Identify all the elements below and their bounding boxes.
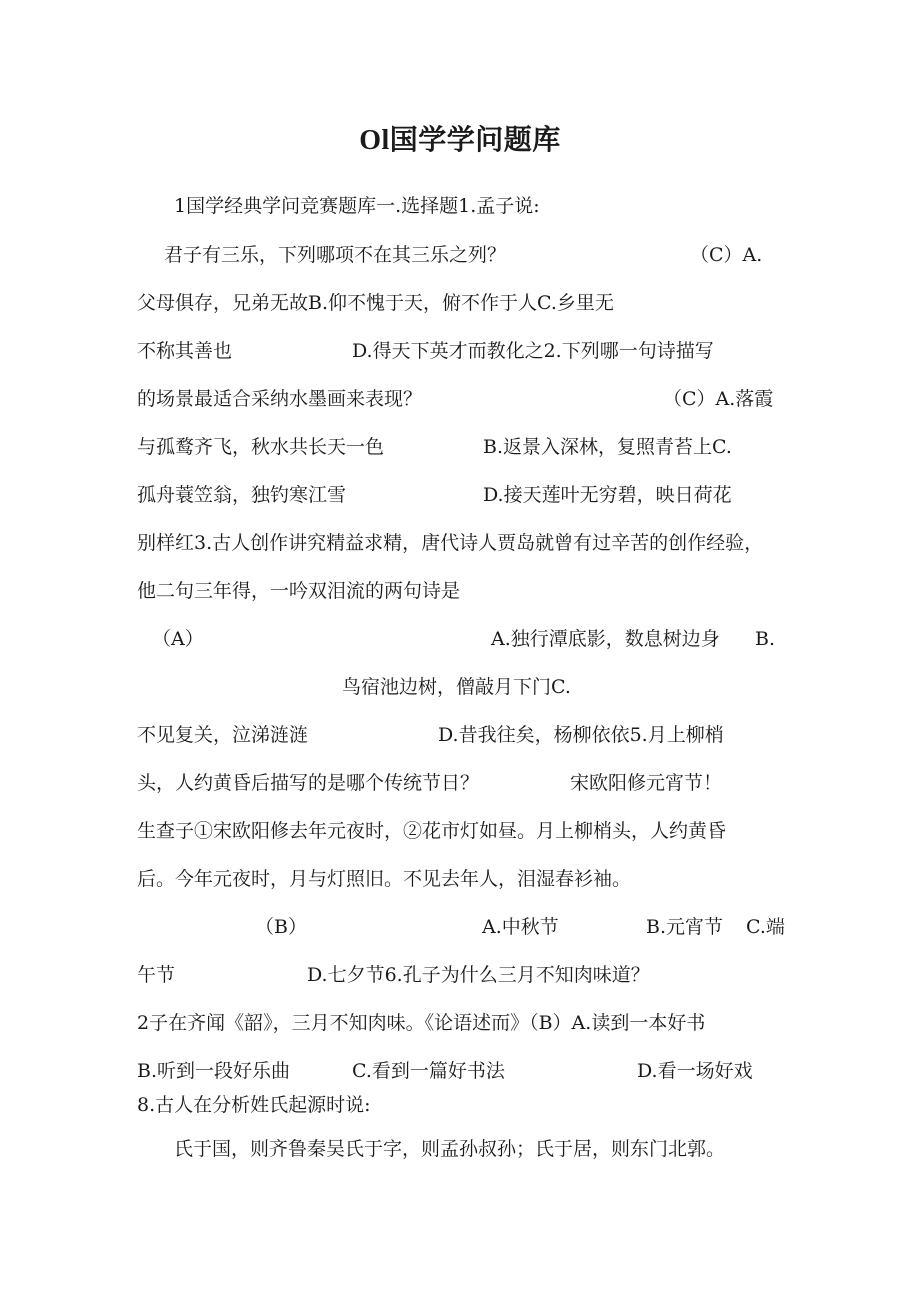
text-line: 宋欧阳修元宵节！ [570, 772, 723, 794]
text-line: 氏于国，则齐鲁秦吴氏于字，则孟孙叔孙；氏于居，则东门北郭。 [174, 1138, 726, 1160]
text-line: 的场景最适合采纳水墨画来表现？ [137, 388, 423, 410]
title-prefix: Ol [359, 125, 390, 156]
text-line: 君子有三乐，下列哪项不在其三乐之列？ [164, 244, 507, 266]
text-line: 不见复关，泣涕涟涟 [137, 724, 309, 746]
answer-fragment: （B） [255, 916, 307, 938]
option-fragment: D.接天莲叶无穷碧，映日荷花 [483, 484, 732, 506]
text-line: 生查子①宋欧阳修去年元夜时，②花市灯如昼。月上柳梢头，人约黄昏 [137, 820, 727, 842]
text-line: 父母俱存，兄弟无故B.仰不愧于天，俯不作于人C.乡里无 [137, 292, 614, 314]
option-fragment: A.中秋节 [482, 916, 559, 938]
text-line: 后。今年元夜时，月与灯照旧。不见去年人，泪湿春衫袖。 [137, 868, 632, 890]
text-line: 8.古人在分析姓氏起源时说: [137, 1094, 371, 1116]
text-line: 别样红3.古人创作讲究精益求精，唐代诗人贾岛就曾有过辛苦的创作经验， [137, 532, 764, 554]
option-fragment: C.看到一篇好书法 [352, 1060, 505, 1082]
option-fragment: B.元宵节 [646, 916, 724, 938]
text-line: 他二句三年得，一吟双泪流的两句诗是 [137, 580, 461, 602]
option-fragment: A.独行潭底影，数息树边身 [491, 628, 720, 650]
option-fragment: B.返景入深林，复照青苔上C. [483, 436, 732, 458]
text-line: D.七夕节6.孔子为什么三月不知肉味道？ [307, 964, 650, 986]
text-line: 孤舟蓑笠翁，独钓寒江雪 [137, 484, 347, 506]
option-fragment: B.听到一段好乐曲 [137, 1060, 291, 1082]
option-fragment: B. [755, 628, 776, 650]
text-line: 1国学经典学问竞赛题库一.选择题1.孟子说: [174, 195, 540, 217]
option-fragment: D.看一场好戏 [637, 1060, 753, 1082]
text-line: 头，人约黄昏后描写的是哪个传统节日？ [137, 772, 480, 794]
answer-fragment: （A） [152, 628, 204, 650]
option-fragment: C.端 [746, 916, 785, 938]
text-line: 不称其善也 [137, 340, 233, 362]
answer-fragment: （C）A.落霞 [663, 388, 774, 410]
document-title [0, 118, 920, 158]
text-line: 2子在齐闻《韶》，三月不知肉味。《论语述而》（B）A.读到一本好书 [137, 1012, 706, 1034]
text-line: D.昔我往矣，杨柳依依5.月上柳梢 [438, 724, 724, 746]
answer-fragment: （C）A. [690, 244, 763, 266]
text-line: 午节 [137, 964, 176, 986]
title-main: 国学学问题库 [389, 123, 561, 156]
text-line: 与孤鹜齐飞，秋水共长天一色 [137, 436, 385, 458]
text-line: 鸟宿池边树，僧敲月下门C. [342, 676, 571, 698]
text-line: D.得天下英才而教化之2.下列哪一句诗描写 [352, 340, 714, 362]
